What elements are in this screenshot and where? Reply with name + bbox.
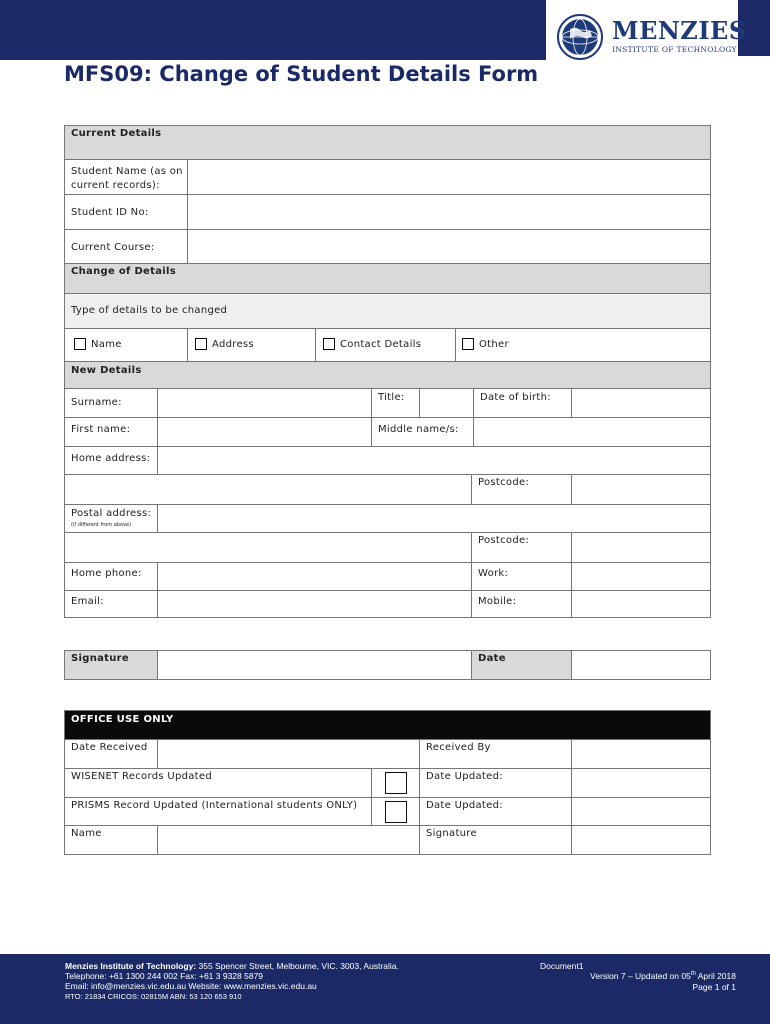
office-name-row (65, 826, 710, 854)
new-details-header (65, 362, 710, 389)
date-received-input[interactable] (157, 740, 419, 768)
postal-postcode-row (65, 533, 710, 563)
email-input[interactable] (157, 591, 471, 617)
received-by-input[interactable] (571, 740, 710, 768)
student-name-label: Student Name (as on (71, 166, 183, 177)
prisms-row (65, 798, 710, 826)
email-row (65, 591, 710, 617)
wisenet-check-cell (371, 769, 419, 797)
footer-email-web: Email: info@menzies.vic.edu.au Website: www.menzies.vic.edu.au (65, 981, 317, 991)
date-updated-cell-1 (419, 769, 571, 797)
first-name-row (65, 418, 710, 447)
home-address-label: Home address: (71, 453, 151, 464)
current-details-header (65, 126, 710, 160)
office-signature-cell (419, 826, 571, 854)
wisenet-row (65, 769, 710, 798)
wisenet-label: WISENET Records Updated (71, 771, 212, 782)
email-label: Email: (71, 596, 104, 607)
home-address-row (65, 447, 710, 475)
mobile-label: Mobile: (478, 596, 517, 607)
footer-document-name: Document1 (540, 961, 584, 971)
type-label: Type of details to be changed (71, 305, 228, 316)
postal-address-note: (if different from above) (71, 522, 132, 528)
contact-details-option-label: Contact Details (340, 339, 422, 350)
footer-org-name: Menzies Institute of Technology: (65, 961, 197, 971)
date-updated-label-2: Date Updated: (426, 800, 503, 811)
other-option-label: Other (479, 339, 509, 350)
footer-version-text: Version 7 – Updated on 05 (590, 971, 691, 981)
contact-details-checkbox[interactable] (323, 338, 335, 350)
home-address-line2-input[interactable] (65, 475, 471, 504)
signature-label-cell (65, 651, 157, 679)
dob-input[interactable] (571, 389, 710, 417)
postal-address-input[interactable] (157, 505, 710, 532)
student-name-row (65, 160, 710, 195)
surname-label: Surname: (71, 397, 122, 408)
home-postcode-input[interactable] (571, 475, 710, 504)
logo-name: MENZIES (612, 16, 747, 45)
student-id-row (65, 195, 710, 230)
footer-version-sup: th (690, 971, 696, 978)
postcode-label-2: Postcode: (478, 535, 530, 546)
home-address-input[interactable] (157, 447, 710, 474)
page-title: MFS09: Change of Student Details Form (64, 62, 539, 86)
office-signature-label: Signature (426, 828, 477, 839)
home-phone-input[interactable] (157, 563, 471, 590)
work-cell (471, 563, 571, 590)
dob-cell (473, 389, 571, 417)
postal-address-row (65, 505, 710, 533)
options-row (65, 329, 710, 362)
signature-label: Signature (71, 653, 129, 664)
header-bar (0, 0, 546, 60)
prisms-label: PRISMS Record Updated (International students ONLY) (71, 800, 358, 811)
work-phone-input[interactable] (571, 563, 710, 590)
current-course-label: Current Course: (71, 242, 155, 253)
divider (455, 329, 456, 361)
divider (315, 329, 316, 361)
prisms-checkbox[interactable] (385, 801, 407, 823)
current-details-heading: Current Details (71, 128, 162, 139)
work-label: Work: (478, 568, 509, 579)
postal-address-line2-input[interactable] (65, 533, 471, 562)
title-cell (371, 389, 419, 417)
footer-version-date: April 2018 (695, 971, 736, 981)
home-phone-label: Home phone: (71, 568, 142, 579)
footer-page-number: Page 1 of 1 (692, 982, 736, 992)
title-input[interactable] (419, 389, 473, 417)
office-name-label: Name (71, 828, 102, 839)
date-label-cell (471, 651, 571, 679)
date-updated-input-1[interactable] (571, 769, 710, 797)
postal-address-label: Postal address: (71, 508, 152, 519)
address-checkbox[interactable] (195, 338, 207, 350)
mobile-cell (471, 591, 571, 617)
footer-telephone: Telephone: +61 1300 244 002 Fax: +61 3 9328 5879 (65, 971, 264, 981)
footer-rto: RTO: 21834 CRICOS: 02815M ABN: 53 120 653 910 (65, 992, 242, 1001)
office-use-heading: OFFICE USE ONLY (71, 714, 174, 725)
menzies-logo (556, 14, 747, 60)
postcode-cell-2 (471, 533, 571, 562)
student-id-input[interactable] (187, 195, 710, 229)
address-option-label: Address (212, 339, 254, 350)
date-updated-cell-2 (419, 798, 571, 825)
home-phone-row (65, 563, 710, 591)
postcode-label: Postcode: (478, 477, 530, 488)
wisenet-checkbox[interactable] (385, 772, 407, 794)
change-details-heading: Change of Details (71, 266, 176, 277)
logo-subtitle: INSTITUTE OF TECHNOLOGY (612, 45, 737, 54)
middle-names-label: Middle name/s: (378, 424, 459, 435)
office-name-input[interactable] (157, 826, 419, 854)
received-by-cell (419, 740, 571, 768)
current-course-input[interactable] (187, 230, 710, 263)
office-use-table (64, 710, 711, 855)
mobile-input[interactable] (571, 591, 710, 617)
date-updated-label-1: Date Updated: (426, 771, 503, 782)
postcode-cell (471, 475, 571, 504)
student-id-label: Student ID No: (71, 207, 149, 218)
middle-names-cell (371, 418, 473, 446)
postal-postcode-input[interactable] (571, 533, 710, 562)
office-use-header (65, 711, 710, 740)
footer-address-line (65, 961, 399, 971)
first-name-input[interactable] (157, 418, 371, 446)
signature-row (65, 651, 710, 679)
current-course-row (65, 230, 710, 264)
other-checkbox[interactable] (462, 338, 474, 350)
name-option-label: Name (91, 339, 122, 350)
prisms-check-cell (371, 798, 419, 825)
home-postcode-row (65, 475, 710, 505)
student-name-label-line2: current records): (71, 180, 160, 191)
type-row (65, 294, 710, 329)
title-label: Title: (378, 392, 405, 403)
surname-input[interactable] (157, 389, 371, 417)
student-name-input[interactable] (187, 160, 710, 194)
office-signature-input[interactable] (571, 826, 710, 854)
divider (187, 329, 188, 361)
signature-input[interactable] (157, 651, 471, 679)
main-form (64, 125, 711, 618)
middle-names-input[interactable] (473, 418, 710, 446)
date-received-row (65, 740, 710, 769)
date-label: Date (478, 653, 506, 664)
received-by-label: Received By (426, 742, 491, 753)
date-updated-input-2[interactable] (571, 798, 710, 825)
dob-label: Date of birth: (480, 392, 551, 403)
surname-row (65, 389, 710, 418)
new-details-heading: New Details (71, 365, 142, 376)
footer-version (590, 971, 736, 981)
signature-table (64, 650, 711, 680)
date-input[interactable] (571, 651, 710, 679)
globe-seal-icon (556, 14, 606, 60)
date-received-label: Date Received (71, 742, 148, 753)
first-name-label: First name: (71, 424, 131, 435)
footer (0, 954, 770, 1024)
footer-address: 355 Spencer Street, Melbourne, VIC. 3003, Australia. (196, 961, 399, 971)
change-details-header (65, 264, 710, 294)
name-checkbox[interactable] (74, 338, 86, 350)
